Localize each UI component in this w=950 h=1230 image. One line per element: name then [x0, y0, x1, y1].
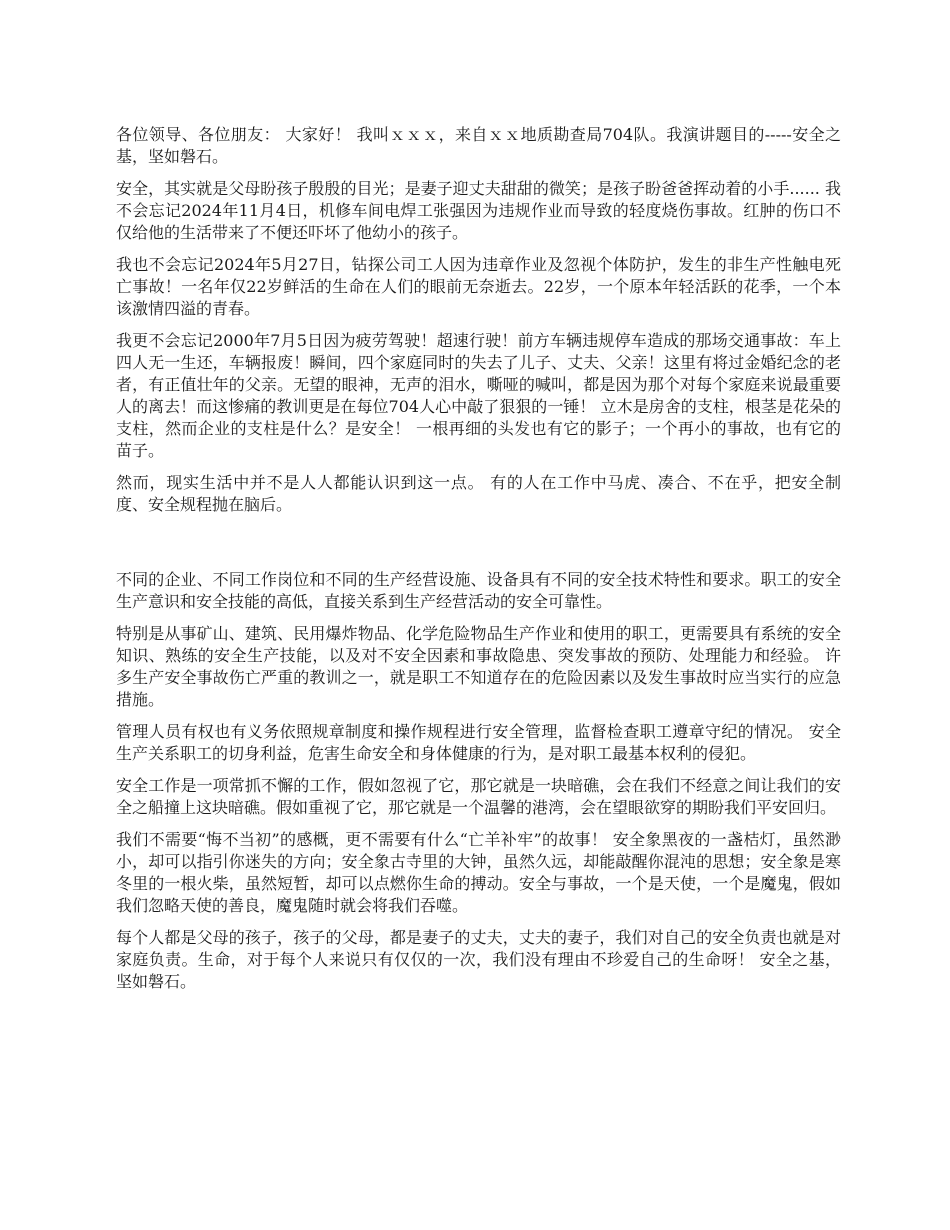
- paragraph-conclusion: 每个人都是父母的孩子，孩子的父母，都是妻子的丈夫，丈夫的妻子，我们对自己的安全负责也就是对家庭负责。生命，对于每个人来说只有仅仅的一次，我们没有理由不珍爱自己的生命呀！ 安全之基，坚如磐石。: [116, 928, 841, 991]
- paragraph-enterprise-requirements: 不同的企业、不同工作岗位和不同的生产经营设施、设备具有不同的安全技术特性和要求。职工的安全生产意识和安全技能的高低，直接关系到生产经营活动的安全可靠性。: [116, 570, 841, 611]
- document-body: [116, 124, 841, 1003]
- paragraph-reef-harbor: 安全工作是一项常抓不懈的工作，假如忽视了它，那它就是一块暗礁，会在我们不经意之间让我们的安全之船撞上这块暗礁。假如重视了它，那它就是一个温馨的港湾，会在望眼欲穿的期盼我们平安回归。: [116, 776, 841, 817]
- paragraph-traffic-accident: 我更不会忘记2000年7月5日因为疲劳驾驶！超速行驶！前方车辆违规停车造成的那场交通事故：车上四人无一生还，车辆报废！瞬间，四个家庭同时的失去了儿子、丈夫、父亲！这里有将过金婚纪念的老者，有正值壮年的父亲。无望的眼神，无声的泪水，嘶哑的喊叫，都是因为那个对每个家庭来说最重要人的离去！而这惨痛的教训更是在每位704人心中敲了狠狠的一锤！ 立木是房舍的支柱，根茎是花朵的支柱，然而企业的支柱是什么？是安全！ 一根再细的头发也有它的影子；一个再小的事故，也有它的苗子。: [116, 331, 841, 460]
- paragraph-management-duty: 管理人员有权也有义务依照规章制度和操作规程进行安全管理，监督检查职工遵章守纪的情况。 安全生产关系职工的切身利益，危害生命安全和身体健康的行为，是对职工最基本权利的侵犯。: [116, 722, 841, 763]
- paragraph-special-workers: 特别是从事矿山、建筑、民用爆炸物品、化学危险物品生产作业和使用的职工，更需要具有系统的安全知识、熟练的安全生产技能，以及对不安全因素和事故隐患、突发事故的预防、处理能力和经验。 许多生产安全事故伤亡严重的教训之一，就是职工不知道存在的危险因素以及发生事故时应当实行的应急措施。: [116, 624, 841, 709]
- paragraph-greeting: 各位领导、各位朋友： 大家好！ 我叫ｘｘｘ，来自ｘｘ地质勘查局704队。我演讲题目的-----安全之基，坚如磐石。: [116, 125, 841, 166]
- section-gap: [116, 526, 841, 569]
- paragraph-lamp-bell-match: 我们不需要“悔不当初”的感概，更不需要有什么“亡羊补牢”的故事！ 安全象黑夜的一盏桔灯，虽然渺小，却可以指引你迷失的方向；安全象古寺里的大钟，虽然久远，却能敲醒你混沌的思想；安全象是寒冬里的一根火柴，虽然短暂，却可以点燃你生命的搏动。安全与事故，一个是天使，一个是魔鬼，假如我们忽略天使的善良，魔鬼随时就会将我们吞噬。: [116, 830, 841, 915]
- paragraph-reality: 然而，现实生活中并不是人人都能认识到这一点。 有的人在工作中马虎、凑合、不在乎，把安全制度、安全规程抛在脑后。: [116, 473, 841, 514]
- paragraph-safety-meaning: 安全，其实就是父母盼孩子殷殷的目光；是妻子迎丈夫甜甜的微笑；是孩子盼爸爸挥动着的小手...... 我不会忘记2024年11月4日，机修车间电焊工张强因为违规作业而导致的轻度烧伤事故。红肿的伤口不仅给他的生活带来了不便还吓坏了他幼小的孩子。: [116, 179, 841, 242]
- paragraph-electrocution-accident: 我也不会忘记2024年5月27日，钻探公司工人因为违章作业及忽视个体防护，发生的非生产性触电死亡事故！一名年仅22岁鲜活的生命在人们的眼前无奈逝去。22岁，一个原本年轻活跃的花季，一个本该激情四溢的青春。: [116, 255, 841, 318]
